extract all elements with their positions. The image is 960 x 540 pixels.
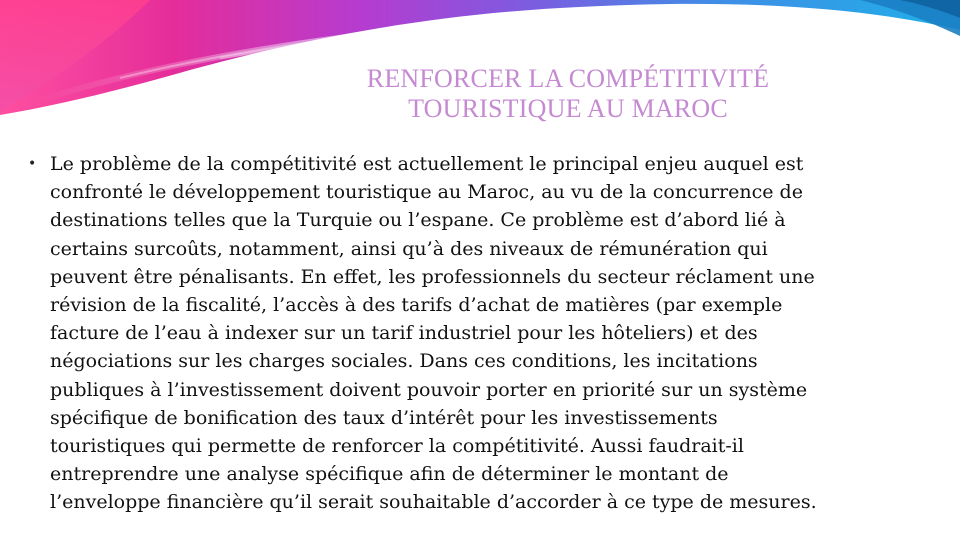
title-line: RENFORCER LA COMPÉTITIVITÉ: [366, 64, 770, 93]
body-line: destinations telles que la Turquie ou l’espane. Ce problème est d’abord lié à: [50, 209, 786, 232]
bullet-icon: •: [28, 156, 37, 172]
body-line: révision de la fiscalité, l’accès à des tarifs d’achat de matières (par exemple: [50, 294, 783, 317]
body-line: négociations sur les charges sociales. Dans ces conditions, les incitations: [50, 350, 758, 373]
body-line: confronté le développement touristique au Maroc, au vu de la concurrence de: [50, 181, 803, 204]
body-line: spécifique de bonification des taux d’intérêt pour les investissements: [50, 406, 718, 429]
title-line: TOURISTIQUE AU MAROC: [408, 94, 728, 123]
slide-title: [300, 64, 836, 124]
body-line: facture de l’eau à indexer sur un tarif industriel pour les hôteliers) et des: [50, 322, 758, 345]
body-line: publiques à l’investissement doivent pouvoir porter en priorité sur un système: [50, 378, 808, 401]
body-line: peuvent être pénalisants. En effet, les professionnels du secteur réclament une: [50, 265, 815, 288]
slide-body: [22, 150, 942, 517]
body-line: touristiques qui permette de renforcer la compétitivité. Aussi faudrait-il: [50, 435, 744, 458]
body-line: certains surcoûts, notamment, ainsi qu’à des niveaux de rémunération qui: [50, 237, 768, 260]
body-paragraph: [50, 150, 942, 517]
body-line: l’enveloppe financière qu’il serait souhaitable d’accorder à ce type de mesures.: [50, 491, 817, 514]
body-line: entreprendre une analyse spécifique afin de déterminer le montant de: [50, 463, 729, 486]
body-line: Le problème de la compétitivité est actuellement le principal enjeu auquel est: [50, 153, 804, 175]
